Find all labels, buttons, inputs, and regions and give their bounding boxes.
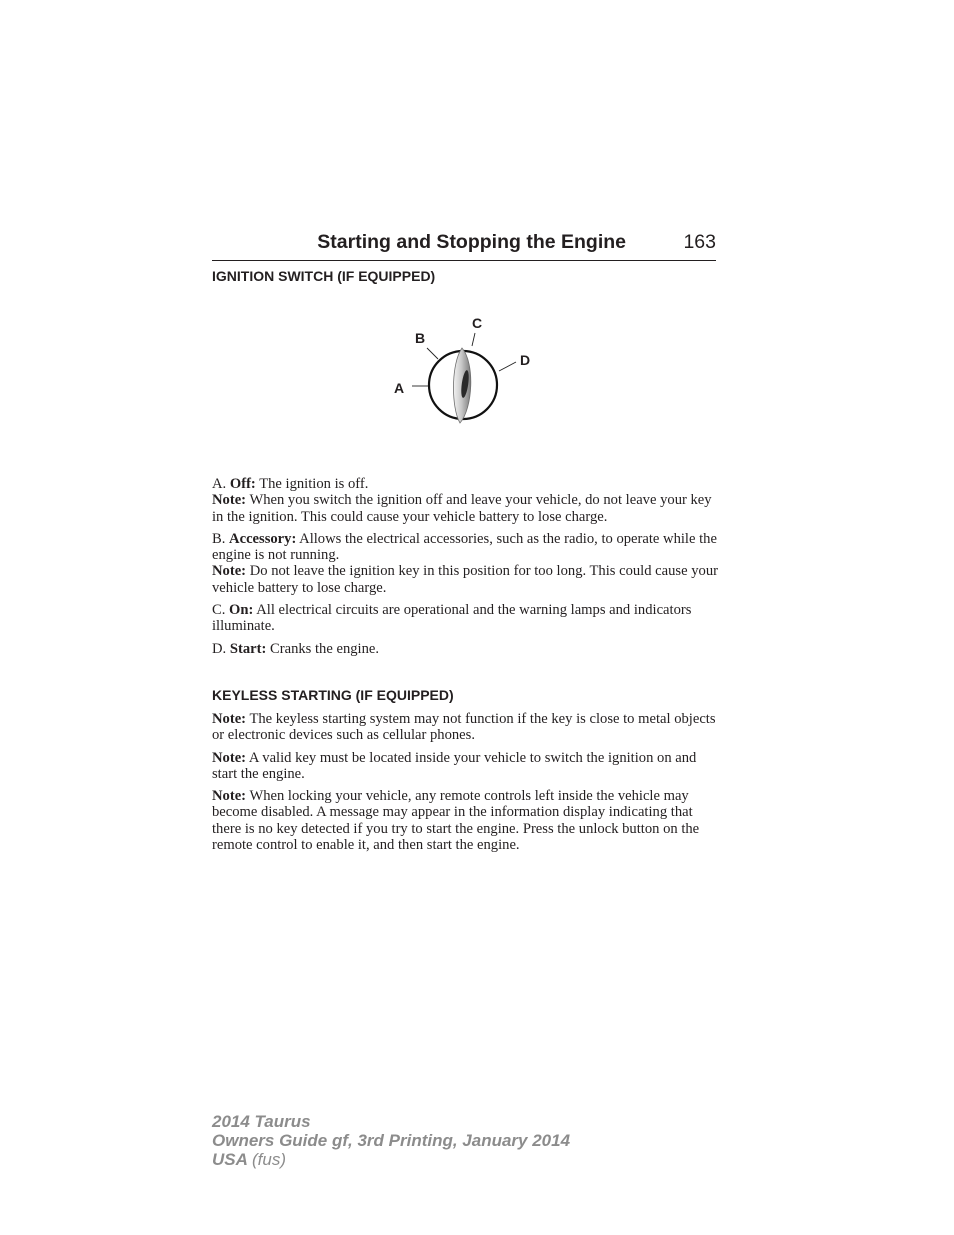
ignition-switch-heading: IGNITION SWITCH (IF EQUIPPED) <box>212 268 436 284</box>
note-label: Note: <box>212 492 247 509</box>
page-header <box>212 229 716 261</box>
note-label: Note: <box>212 711 247 727</box>
keyless-note-3 <box>212 788 722 853</box>
position-c-prefix: C. <box>212 602 226 619</box>
footer-market <box>212 1150 570 1169</box>
position-a-term: Off: <box>229 476 256 492</box>
note-text: When you switch the ignition off and leave your vehicle, do not leave your key in the ignition. This could cause your vehicle battery to lose charge. <box>212 492 712 525</box>
position-c-text: All electrical circuits are operational and the warning lamps and indicators illuminate. <box>212 602 692 635</box>
footer-region: USA <box>212 1150 248 1169</box>
note-text: Do not leave the ignition key in this position for too long. This could cause your vehicle battery to lose charge. <box>212 563 718 596</box>
position-d-prefix: D. <box>212 640 227 657</box>
label-b: B <box>415 330 426 346</box>
keyless-note-1 <box>212 711 722 744</box>
position-a-prefix: A. <box>212 476 227 492</box>
position-a <box>212 476 722 492</box>
footer-model: 2014 Taurus <box>212 1112 311 1131</box>
ignition-switch-figure <box>380 308 550 438</box>
keyless-note-2 <box>212 750 722 783</box>
page-number: 163 <box>683 231 716 253</box>
ignition-switch-diagram <box>380 308 550 438</box>
position-c <box>212 602 722 635</box>
note-label: Note: <box>212 563 247 580</box>
position-d-text: Cranks the engine. <box>270 640 380 657</box>
keyless-starting-heading: KEYLESS STARTING (IF EQUIPPED) <box>212 687 454 703</box>
position-b-text: Allows the electrical accessories, such as the radio, to operate while the engine is not running. <box>212 530 717 564</box>
label-c: C <box>472 315 483 331</box>
page-footer <box>212 1112 570 1169</box>
note-text: When locking your vehicle, any remote controls left inside the vehicle may become disabled. A message may appear in the information display indicating that there is no key detected if you try to start the engine. Press the unlock button on the remote control to enable it, and then start the engine. <box>212 788 700 854</box>
note-label: Note: <box>212 749 247 766</box>
position-d <box>212 641 722 657</box>
ignition-positions <box>212 476 722 657</box>
position-b-prefix: B. <box>212 530 226 547</box>
leader-line-c <box>472 333 475 346</box>
label-d: D <box>520 352 531 368</box>
note-text: The keyless starting system may not function if the key is close to metal objects or electronic devices such as cellular phones. <box>212 711 716 744</box>
position-a-note <box>212 492 722 525</box>
position-b-term: Accessory: <box>229 530 297 547</box>
position-b-note <box>212 563 722 596</box>
leader-line-b <box>427 348 438 359</box>
footer-region-code: (fus) <box>252 1150 286 1169</box>
label-a: A <box>394 380 405 396</box>
chapter-title: Starting and Stopping the Engine <box>317 231 626 253</box>
position-b <box>212 531 722 564</box>
position-a-text: The ignition is off. <box>259 476 369 492</box>
position-c-term: On: <box>229 602 254 619</box>
note-text: A valid key must be located inside your vehicle to switch the ignition on and start the engine. <box>212 749 697 782</box>
keyless-notes <box>212 711 722 853</box>
note-label: Note: <box>212 788 247 805</box>
leader-line-d <box>499 362 516 371</box>
footer-edition: Owners Guide gf, 3rd Printing, January 2014 <box>212 1131 571 1150</box>
position-d-term: Start: <box>229 640 267 657</box>
